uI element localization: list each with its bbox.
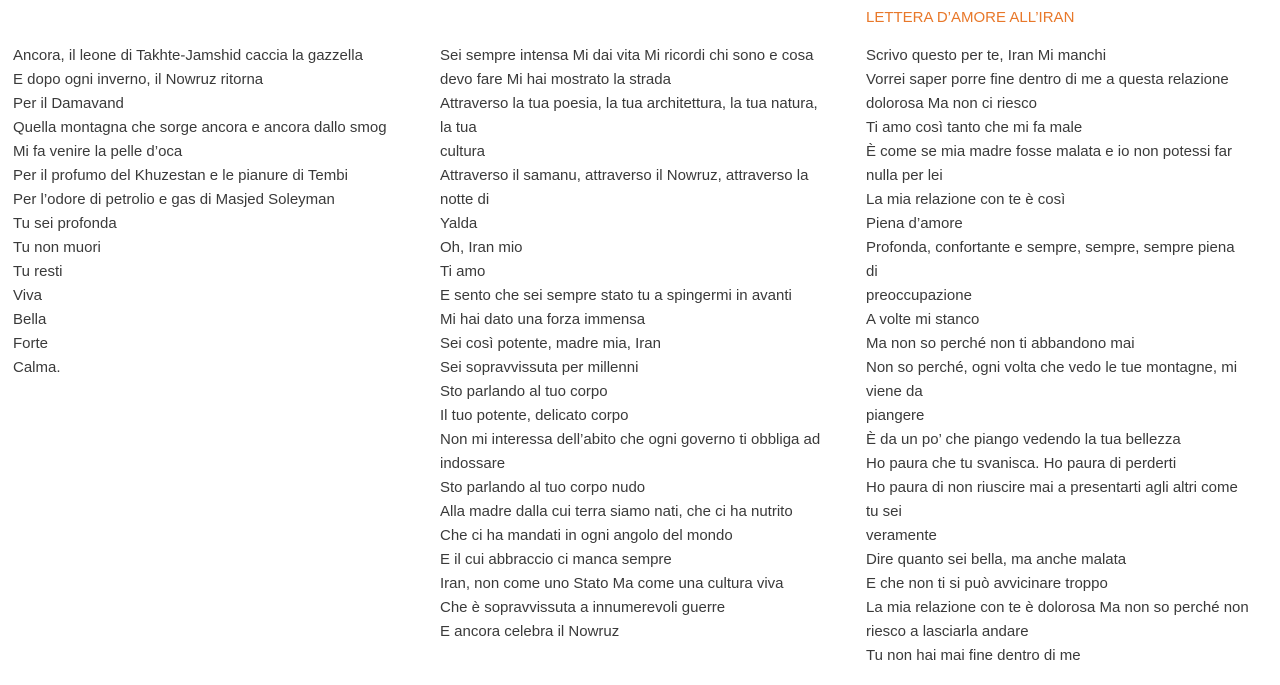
text-line: cultura (440, 143, 486, 160)
text-line: dolorosa Ma non ci riesco (866, 95, 1037, 112)
text-line: preoccupazione (866, 287, 972, 304)
text-line: devo fare Mi hai mostrato la strada (440, 71, 671, 88)
text-line: piangere (866, 407, 925, 424)
text-line: Yalda (440, 215, 478, 232)
article-title: LETTERA D’AMORE ALL’IRAN (866, 9, 1075, 26)
text-line: La mia relazione con te è così (866, 191, 1066, 208)
text-line: Sei sopravvissuta per millenni (440, 359, 639, 376)
text-line: la tua (440, 119, 477, 136)
text-line: Ti amo (440, 263, 486, 280)
text-line: E sento che sei sempre stato tu a spingermi in avanti (440, 287, 792, 304)
text-line: Ti amo così tanto che mi fa male (866, 119, 1083, 136)
text-line: di (866, 263, 878, 280)
text-line: Quella montagna che sorge ancora e ancora dallo smog (13, 119, 387, 136)
text-line: riesco a lasciarla andare (866, 623, 1029, 640)
text-line: notte di (440, 191, 490, 208)
text-column-2 (440, 44, 852, 644)
text-line: Scrivo questo per te, Iran Mi manchi (866, 47, 1107, 64)
text-line: Iran, non come uno Stato Ma come una cultura viva (440, 575, 784, 592)
text-line: Mi hai dato una forza immensa (440, 311, 646, 328)
text-line: Attraverso il samanu, attraverso il Nowruz, attraverso la (440, 167, 809, 184)
text-line: Per l’odore di petrolio e gas di Masjed Soleyman (13, 191, 335, 208)
text-line: Non mi interessa dell’abito che ogni governo ti obbliga ad (440, 431, 821, 448)
text-line: Vorrei saper porre fine dentro di me a questa relazione (866, 71, 1229, 88)
text-line: Ho paura che tu svanisca. Ho paura di perderti (866, 455, 1177, 472)
text-line: Attraverso la tua poesia, la tua architettura, la tua natura, (440, 95, 818, 112)
text-line: Per il profumo del Khuzestan e le pianure di Tembi (13, 167, 348, 184)
text-line: Tu resti (13, 263, 63, 280)
text-line: È come se mia madre fosse malata e io non potessi far (866, 143, 1233, 160)
text-line: indossare (440, 455, 506, 472)
text-line: Tu sei profonda (13, 215, 117, 232)
text-column-1 (13, 44, 423, 380)
text-line: Sei sempre intensa Mi dai vita Mi ricordi chi sono e cosa (440, 47, 814, 64)
text-line: Bella (13, 311, 47, 328)
text-line: Che ci ha mandati in ogni angolo del mondo (440, 527, 733, 544)
text-line: Sto parlando al tuo corpo nudo (440, 479, 646, 496)
text-line: Forte (13, 335, 49, 352)
text-line: E il cui abbraccio ci manca sempre (440, 551, 672, 568)
text-line: Tu non hai mai fine dentro di me (866, 647, 1081, 664)
text-line: E che non ti si può avvicinare troppo (866, 575, 1108, 592)
text-column-3 (866, 44, 1278, 668)
text-line: Oh, Iran mio (440, 239, 523, 256)
text-line: Ma non so perché non ti abbandono mai (866, 335, 1135, 352)
text-line: Il tuo potente, delicato corpo (440, 407, 629, 424)
text-line: E ancora celebra il Nowruz (440, 623, 620, 640)
text-line: Sto parlando al tuo corpo (440, 383, 608, 400)
text-line: tu sei (866, 503, 902, 520)
text-line: Che è sopravvissuta a innumerevoli guerre (440, 599, 726, 616)
text-line: E dopo ogni inverno, il Nowruz ritorna (13, 71, 264, 88)
text-line: Ancora, il leone di Takhte-Jamshid caccia la gazzella (13, 47, 363, 64)
text-line: Mi fa venire la pelle d’oca (13, 143, 183, 160)
text-line: Ho paura di non riuscire mai a presentarti agli altri come (866, 479, 1238, 496)
text-line: A volte mi stanco (866, 311, 980, 328)
text-line: Dire quanto sei bella, ma anche malata (866, 551, 1127, 568)
text-line: Viva (13, 287, 42, 304)
text-line: viene da (866, 383, 923, 400)
text-line: Alla madre dalla cui terra siamo nati, che ci ha nutrito (440, 503, 793, 520)
text-line: Per il Damavand (13, 95, 124, 112)
text-line: Sei così potente, madre mia, Iran (440, 335, 661, 352)
text-line: È da un po’ che piango vedendo la tua bellezza (866, 431, 1181, 448)
text-line: La mia relazione con te è dolorosa Ma non so perché non (866, 599, 1249, 616)
text-line: nulla per lei (866, 167, 943, 184)
text-line: Tu non muori (13, 239, 101, 256)
text-line: veramente (866, 527, 937, 544)
text-line: Calma. (13, 359, 61, 376)
text-line: Piena d’amore (866, 215, 963, 232)
text-line: Profonda, confortante e sempre, sempre, sempre piena (866, 239, 1235, 256)
text-line: Non so perché, ogni volta che vedo le tue montagne, mi (866, 359, 1238, 376)
